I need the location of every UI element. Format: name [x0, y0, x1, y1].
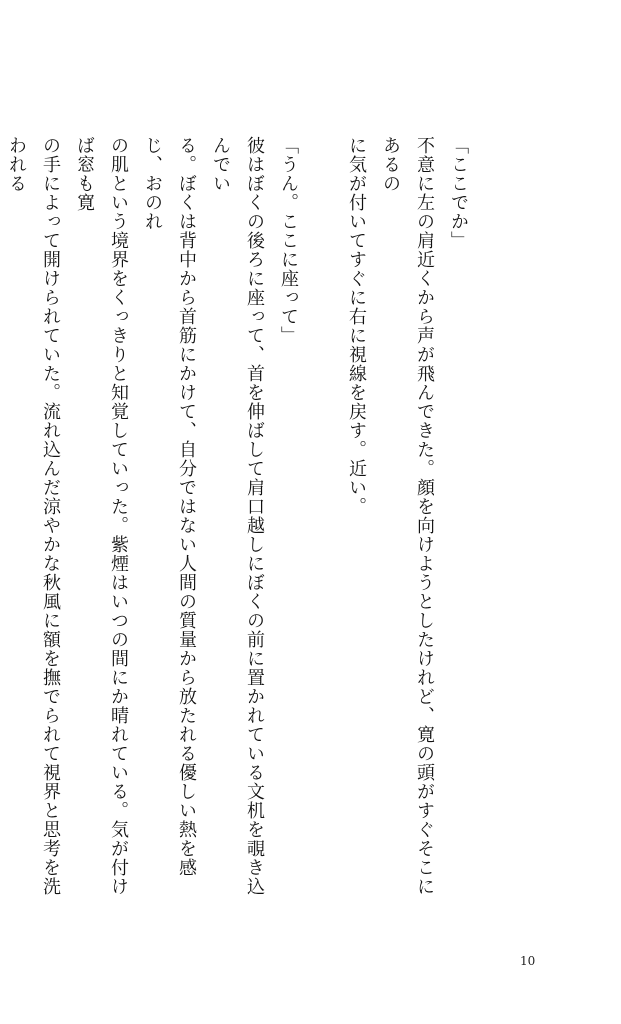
page-number: 10: [520, 954, 536, 968]
text-line: 彼はぼくの後ろに座って、首を伸ばして肩口越しにぼくの前に置かれている文机を覗き込んでい: [210, 136, 265, 896]
text-line: に気が付いてすぐに右に視線を戻す。近い。: [346, 136, 367, 516]
text-line: る。ぼくは背中から首筋にかけて、自分ではない人間の質量から放たれる優しい熱を感じ、おのれ: [142, 136, 197, 877]
text-line: の肌という境界をくっきりと知覚していった。紫煙はいつの間にか晴れている。気が付けば窓も寛: [74, 136, 129, 896]
text-line: 不意に左の肩近くから声が飛んできた。顔を向けようとしたけれど、寛の頭がすぐそこにあるの: [380, 136, 435, 896]
text-line: 「ここでか」: [448, 136, 469, 250]
paragraph-gap: [305, 136, 339, 896]
text-line: の手によって開けられていた。流れ込んだ涼やかな秋風に額を撫でられて視界と思考を洗われる: [6, 136, 61, 896]
text-line: 「うん。ここに座って」: [278, 136, 299, 345]
vertical-body-text: [0, 136, 475, 896]
